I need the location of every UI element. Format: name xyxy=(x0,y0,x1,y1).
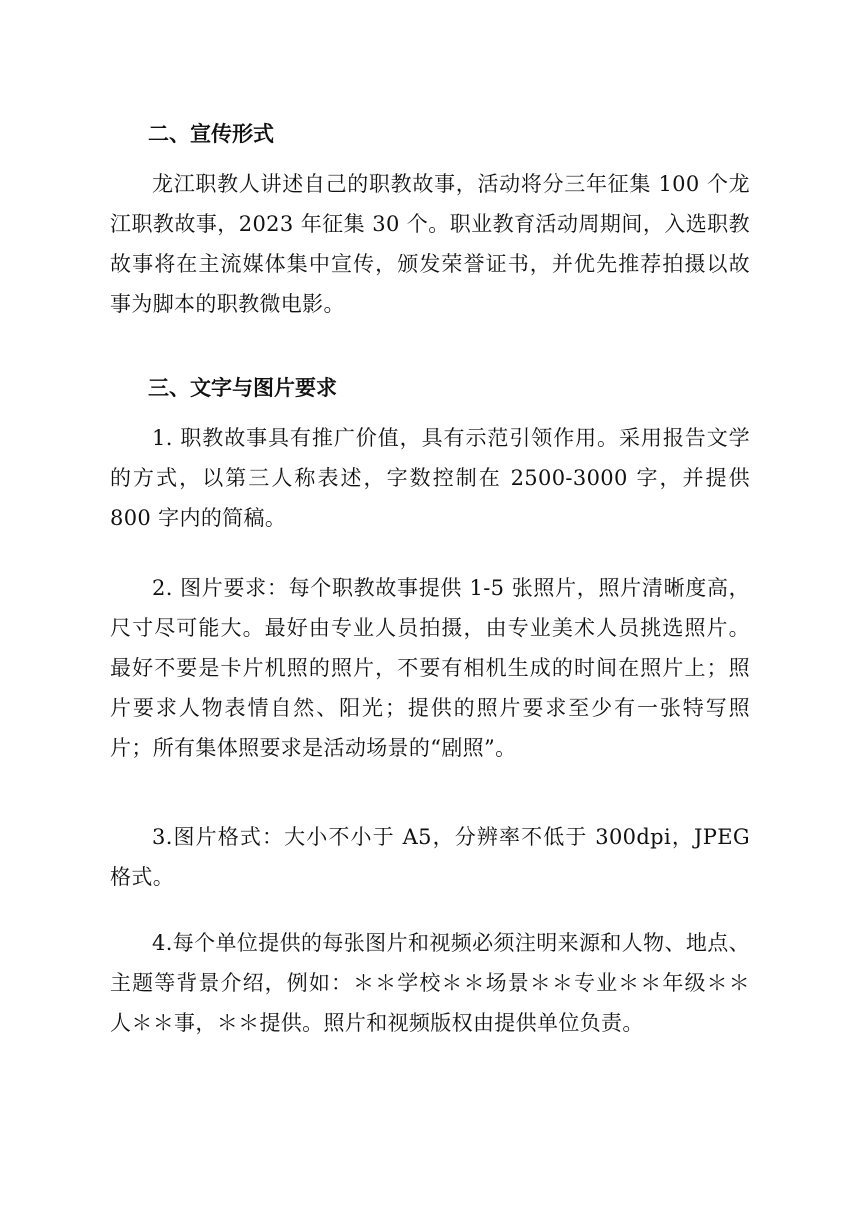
paragraph-requirement-2: 2. 图片要求：每个职教故事提供 1-5 张照片，照片清晰度高，尺寸尽可能大。最好由专业人员拍摄，由专业美术人员挑选照片。最好不要是卡片机照的照片，不要有相机生成的时间在照片上；照片要求人物表情自然、阳光；提供的照片要求至少有一张特写照片；所有集体照要求是活动场景的“剧照”。 xyxy=(110,576,750,760)
paragraph-publicity-form: 龙江职教人讲述自己的职教故事，活动将分三年征集 100 个龙江职教故事，2023 年征集 30 个。职业教育活动周期间，入选职教故事将在主流媒体集中宣传，颁发荣誉证书，并优先推荐拍摄以故事为脚本的职教微电影。 xyxy=(110,172,750,316)
paragraph-requirement-1: 1. 职教故事具有推广价值，具有示范引领作用。采用报告文学的方式，以第三人称表述，字数控制在 2500-3000 字，并提供 800 字内的简稿。 xyxy=(110,426,750,530)
paragraph-requirement-4: 4.每个单位提供的每张图片和视频必须注明来源和人物、地点、主题等背景介绍，例如：＊＊学校＊＊场景＊＊专业＊＊年级＊＊人＊＊事，＊＊提供。照片和视频版权由提供单位负责。 xyxy=(110,931,750,1035)
section-heading-text-image-requirements: 三、文字与图片要求 xyxy=(148,376,337,400)
paragraph-requirement-3: 3.图片格式：大小不小于 A5，分辨率不低于 300dpi，JPEG 格式。 xyxy=(110,825,750,889)
section-heading-publicity-form: 二、宣传形式 xyxy=(148,122,274,146)
